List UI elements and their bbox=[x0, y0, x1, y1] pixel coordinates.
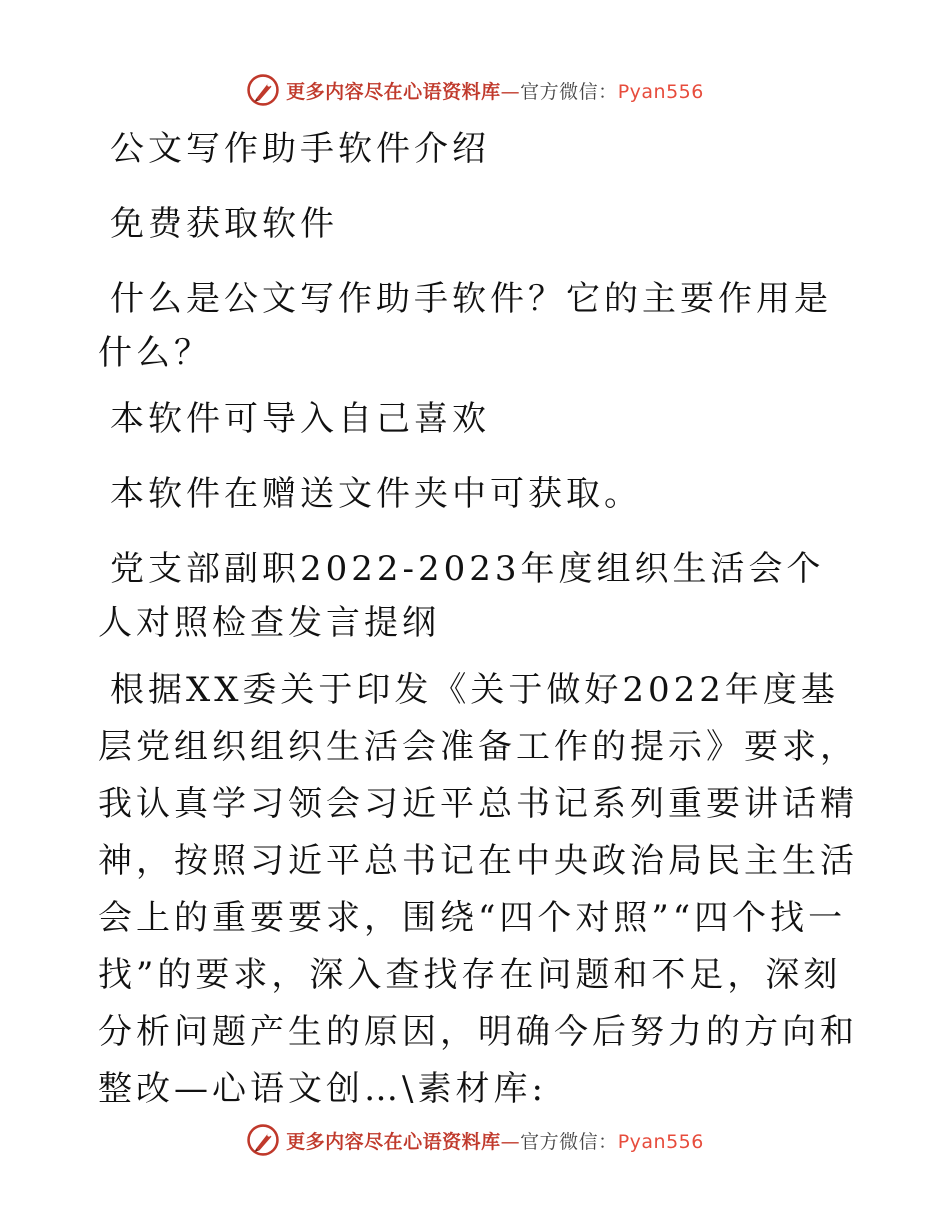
doc-line-import: 本软件可导入自己喜欢 bbox=[110, 399, 490, 439]
footer-banner-text bbox=[286, 1127, 704, 1154]
footer-banner bbox=[0, 1120, 950, 1160]
doc-body-paragraph: 根据XX委关于印发《关于做好2022年度基层党组织组织生活会准备工作的提示》要求，我认真学习领会习近平总书记系列重要讲话精神，按照习近平总书记在中央政治局民主生活会上的重要要求，围绕“四个对照”“四个找一找”的要求，深入查找存在问题和不足，深刻分析问题产生的原因，明确今后努力的方向和整改—心语文创…\素材库: bbox=[98, 670, 858, 1109]
doc-question: 什么是公文写作助手软件？它的主要作用是什么？ bbox=[98, 279, 832, 373]
doc-section-heading: 党支部副职2022-2023年度组织生活会个人对照检查发言提纲 bbox=[98, 549, 825, 643]
wechat-id: Pyan556 bbox=[617, 1130, 704, 1153]
header-banner-text bbox=[286, 77, 704, 104]
brand-separator: — bbox=[500, 1130, 521, 1153]
pen-nib-logo-icon bbox=[246, 1123, 280, 1157]
document-body bbox=[98, 122, 860, 1139]
brand-name: 更多内容尽在心语资料库 bbox=[286, 80, 501, 103]
brand-name: 更多内容尽在心语资料库 bbox=[286, 1130, 501, 1153]
wechat-label: 官方微信： bbox=[520, 80, 618, 103]
brand-separator: — bbox=[500, 80, 521, 103]
header-banner bbox=[0, 70, 950, 110]
doc-title: 公文写作助手软件介绍 bbox=[110, 129, 490, 169]
wechat-label: 官方微信： bbox=[520, 1130, 618, 1153]
wechat-id: Pyan556 bbox=[617, 80, 704, 103]
doc-line-free-download: 免费获取软件 bbox=[110, 204, 338, 244]
pen-nib-logo-icon bbox=[246, 73, 280, 107]
doc-line-gift-folder: 本软件在赠送文件夹中可获取。 bbox=[110, 474, 642, 514]
